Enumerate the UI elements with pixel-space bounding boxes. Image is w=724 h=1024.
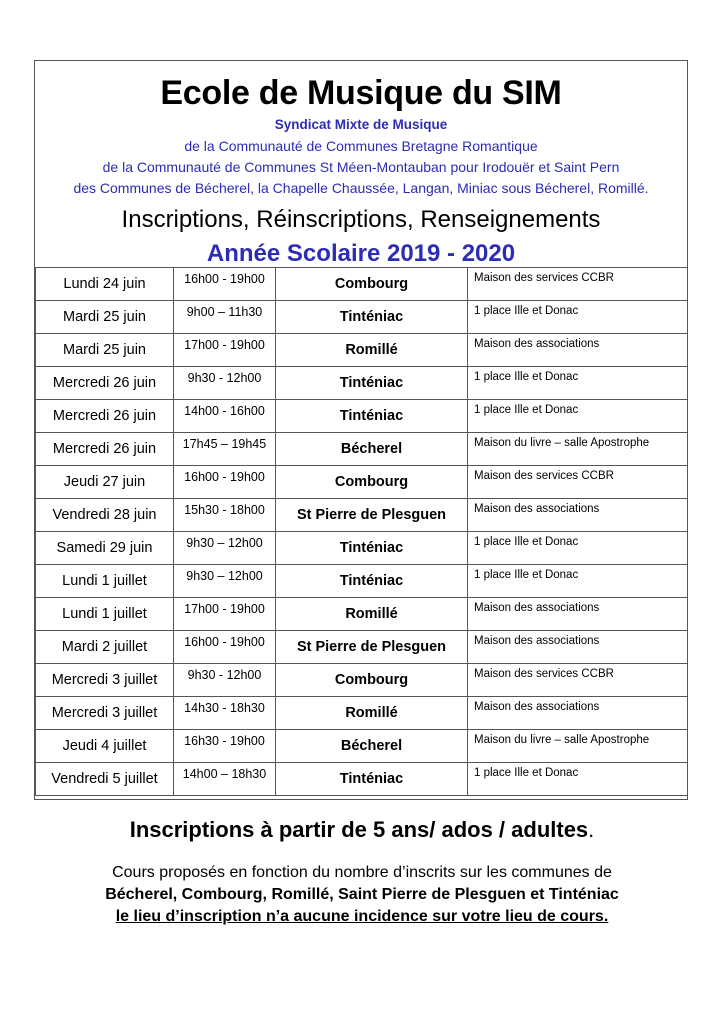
town-cell: Tinténiac <box>276 565 468 598</box>
subtitle-line-2: de la Communauté de Communes St Méen-Montauban pour Irodouër et Saint Pern <box>102 159 620 175</box>
time-cell: 14h00 – 18h30 <box>174 763 276 796</box>
table-row <box>36 730 688 763</box>
schedule-table <box>35 267 688 796</box>
day-cell: Lundi 1 juillet <box>36 598 174 631</box>
age-headline <box>0 816 724 844</box>
place-cell: Maison des associations <box>468 499 688 532</box>
time-cell: 16h00 - 19h00 <box>174 466 276 499</box>
day-cell: Mardi 2 juillet <box>36 631 174 664</box>
time-cell: 17h00 - 19h00 <box>174 334 276 367</box>
place-cell: Maison du livre – salle Apostrophe <box>468 730 688 763</box>
day-cell: Jeudi 27 juin <box>36 466 174 499</box>
day-cell: Vendredi 5 juillet <box>36 763 174 796</box>
place-cell: 1 place Ille et Donac <box>468 763 688 796</box>
time-cell: 17h45 – 19h45 <box>174 433 276 466</box>
town-cell: Combourg <box>276 664 468 697</box>
town-cell: Romillé <box>276 697 468 730</box>
table-row <box>36 367 688 400</box>
time-cell: 14h00 - 16h00 <box>174 400 276 433</box>
day-cell: Mercredi 3 juillet <box>36 697 174 730</box>
time-cell: 17h00 - 19h00 <box>174 598 276 631</box>
town-cell: St Pierre de Plesguen <box>276 499 468 532</box>
time-cell: 9h30 – 12h00 <box>174 532 276 565</box>
day-cell: Vendredi 28 juin <box>36 499 174 532</box>
table-row <box>36 433 688 466</box>
day-cell: Mercredi 26 juin <box>36 433 174 466</box>
town-cell: Romillé <box>276 334 468 367</box>
day-cell: Mercredi 26 juin <box>36 367 174 400</box>
town-cell: Tinténiac <box>276 763 468 796</box>
table-row <box>36 400 688 433</box>
town-cell: Tinténiac <box>276 367 468 400</box>
age-headline-period: . <box>588 817 595 842</box>
place-cell: 1 place Ille et Donac <box>468 367 688 400</box>
place-cell: 1 place Ille et Donac <box>468 400 688 433</box>
school-year: Année Scolaire 2019 - 2020 <box>206 240 516 267</box>
town-cell: Tinténiac <box>276 400 468 433</box>
place-cell: Maison des services CCBR <box>468 466 688 499</box>
time-cell: 9h30 - 12h00 <box>174 664 276 697</box>
document-frame <box>34 60 688 800</box>
courses-note: Cours proposés en fonction du nombre d’inscrits sur les communes de <box>112 864 612 881</box>
day-cell: Mercredi 26 juin <box>36 400 174 433</box>
day-cell: Jeudi 4 juillet <box>36 730 174 763</box>
location-disclaimer: le lieu d’inscription n’a aucune incidence sur votre lieu de cours. <box>115 908 609 925</box>
town-cell: Bécherel <box>276 433 468 466</box>
table-row <box>36 664 688 697</box>
section-heading: Inscriptions, Réinscriptions, Renseignements <box>121 206 601 233</box>
table-row <box>36 301 688 334</box>
table-row <box>36 598 688 631</box>
table-row <box>36 499 688 532</box>
town-cell: Bécherel <box>276 730 468 763</box>
table-row <box>36 466 688 499</box>
table-row <box>36 532 688 565</box>
age-headline-text: Inscriptions à partir de 5 ans/ ados / adultes <box>129 817 589 842</box>
subtitle-line-3: des Communes de Bécherel, la Chapelle Chaussée, Langan, Miniac sous Bécherel, Romillé. <box>73 180 649 196</box>
town-cell: Tinténiac <box>276 532 468 565</box>
table-row <box>36 268 688 301</box>
town-cell: Tinténiac <box>276 301 468 334</box>
table-row <box>36 334 688 367</box>
page-title: Ecole de Musique du SIM <box>160 74 562 112</box>
place-cell: 1 place Ille et Donac <box>468 565 688 598</box>
town-cell: Combourg <box>276 268 468 301</box>
table-row <box>36 697 688 730</box>
subtitle-syndicat: Syndicat Mixte de Musique <box>274 117 448 132</box>
day-cell: Lundi 1 juillet <box>36 565 174 598</box>
time-cell: 16h30 - 19h00 <box>174 730 276 763</box>
table-row <box>36 565 688 598</box>
time-cell: 16h00 - 19h00 <box>174 631 276 664</box>
place-cell: Maison des services CCBR <box>468 268 688 301</box>
town-cell: Romillé <box>276 598 468 631</box>
place-cell: Maison des associations <box>468 631 688 664</box>
place-cell: Maison des services CCBR <box>468 664 688 697</box>
day-cell: Lundi 24 juin <box>36 268 174 301</box>
place-cell: Maison du livre – salle Apostrophe <box>468 433 688 466</box>
table-row <box>36 763 688 796</box>
day-cell: Mardi 25 juin <box>36 301 174 334</box>
day-cell: Mercredi 3 juillet <box>36 664 174 697</box>
place-cell: Maison des associations <box>468 598 688 631</box>
table-row <box>36 631 688 664</box>
time-cell: 15h30 - 18h00 <box>174 499 276 532</box>
place-cell: Maison des associations <box>468 697 688 730</box>
day-cell: Samedi 29 juin <box>36 532 174 565</box>
communes-list: Bécherel, Combourg, Romillé, Saint Pierre de Plesguen et Tinténiac <box>105 886 619 903</box>
time-cell: 14h30 - 18h30 <box>174 697 276 730</box>
place-cell: 1 place Ille et Donac <box>468 532 688 565</box>
time-cell: 9h30 - 12h00 <box>174 367 276 400</box>
place-cell: 1 place Ille et Donac <box>468 301 688 334</box>
town-cell: St Pierre de Plesguen <box>276 631 468 664</box>
place-cell: Maison des associations <box>468 334 688 367</box>
day-cell: Mardi 25 juin <box>36 334 174 367</box>
time-cell: 16h00 - 19h00 <box>174 268 276 301</box>
subtitle-line-1: de la Communauté de Communes Bretagne Romantique <box>184 138 538 154</box>
time-cell: 9h30 – 12h00 <box>174 565 276 598</box>
time-cell: 9h00 – 11h30 <box>174 301 276 334</box>
town-cell: Combourg <box>276 466 468 499</box>
